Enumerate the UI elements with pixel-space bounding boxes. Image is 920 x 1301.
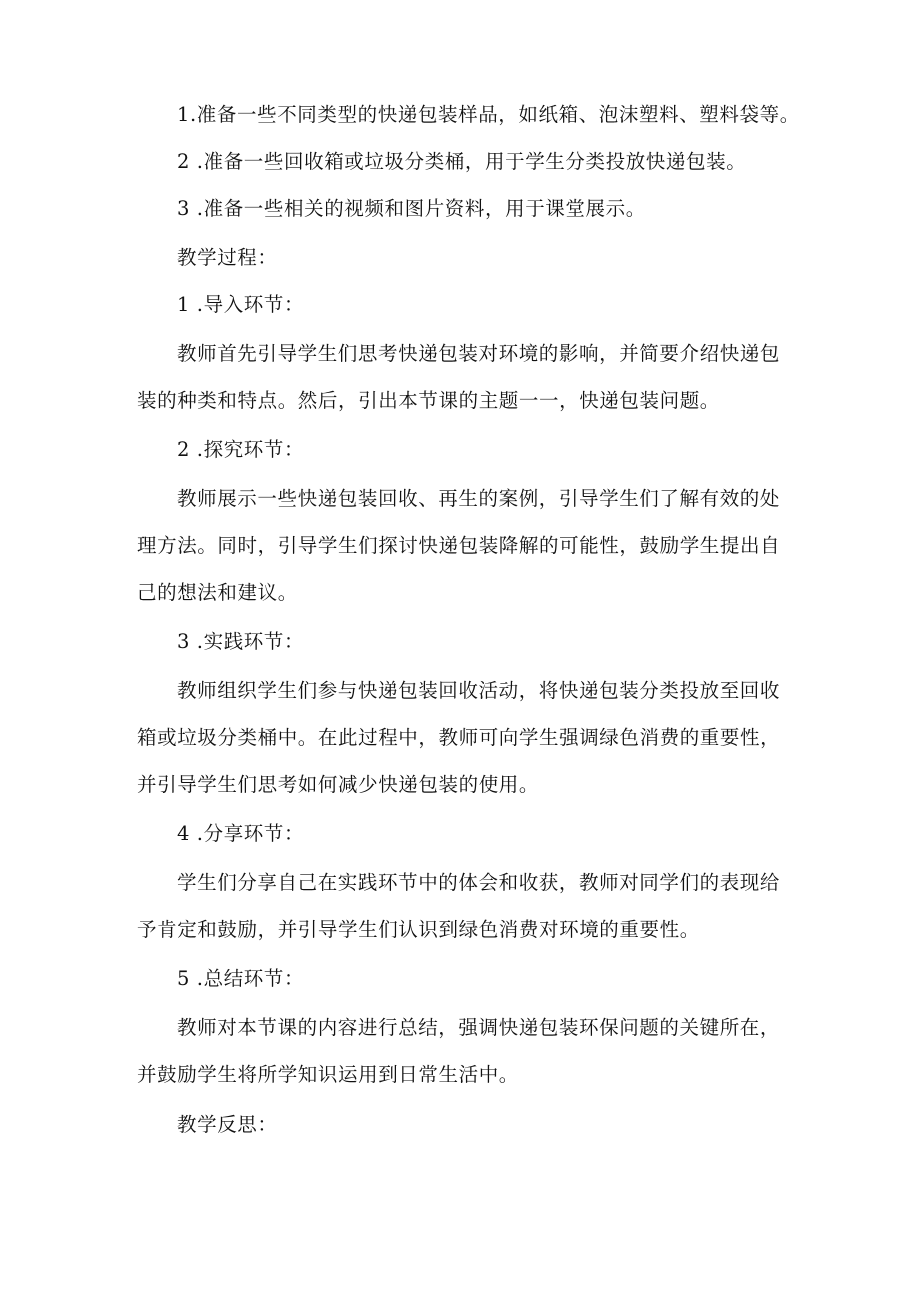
paragraph-line: 箱或垃圾分类桶中。在此过程中，教师可向学生强调绿色消费的重要性， — [137, 726, 781, 749]
prep-item-3: 3 .准备一些相关的视频和图片资料，用于课堂展示。 — [177, 197, 646, 220]
step-heading-intro: 1 .导入环节： — [177, 293, 305, 316]
step-heading-summary: 5 .总结环节： — [177, 967, 305, 990]
step-heading-share: 4 .分享环节： — [177, 822, 305, 845]
paragraph-line: 并引导学生们思考如何减少快递包装的使用。 — [137, 773, 540, 796]
paragraph-line: 学生们分享自己在实践环节中的体会和收获，教师对同学们的表现给 — [177, 871, 781, 894]
paragraph-line: 并鼓励学生将所学知识运用到日常生活中。 — [137, 1063, 519, 1086]
section-heading-reflection: 教学反思： — [177, 1113, 278, 1136]
paragraph-line: 予肯定和鼓励，并引导学生们认识到绿色消费对环境的重要性。 — [137, 918, 700, 941]
paragraph-line: 教师对本节课的内容进行总结，强调快递包装环保问题的关键所在， — [177, 1016, 781, 1039]
step-heading-practice: 3 .实践环节： — [177, 630, 305, 653]
paragraph-line: 装的种类和特点。然后，引出本节课的主题一一，快递包装问题。 — [137, 389, 720, 412]
paragraph-line: 己的想法和建议。 — [137, 581, 298, 604]
paragraph-line: 教师展示一些快递包装回收、再生的案例，引导学生们了解有效的处 — [177, 487, 781, 510]
paragraph-line: 教师首先引导学生们思考快递包装对环境的影响，并简要介绍快递包 — [177, 342, 781, 365]
paragraph-line: 理方法。同时，引导学生们探讨快递包装降解的可能性，鼓励学生提出自 — [137, 534, 781, 557]
prep-item-2: 2 .准备一些回收箱或垃圾分类桶，用于学生分类投放快递包装。 — [177, 150, 747, 173]
section-heading-process: 教学过程： — [177, 246, 278, 269]
paragraph-line: 教师组织学生们参与快递包装回收活动，将快递包装分类投放至回收 — [177, 679, 781, 702]
prep-item-1: 1.准备一些不同类型的快递包装样品，如纸箱、泡沫塑料、塑料袋等。 — [177, 103, 800, 126]
step-heading-explore: 2 .探究环节： — [177, 438, 305, 461]
